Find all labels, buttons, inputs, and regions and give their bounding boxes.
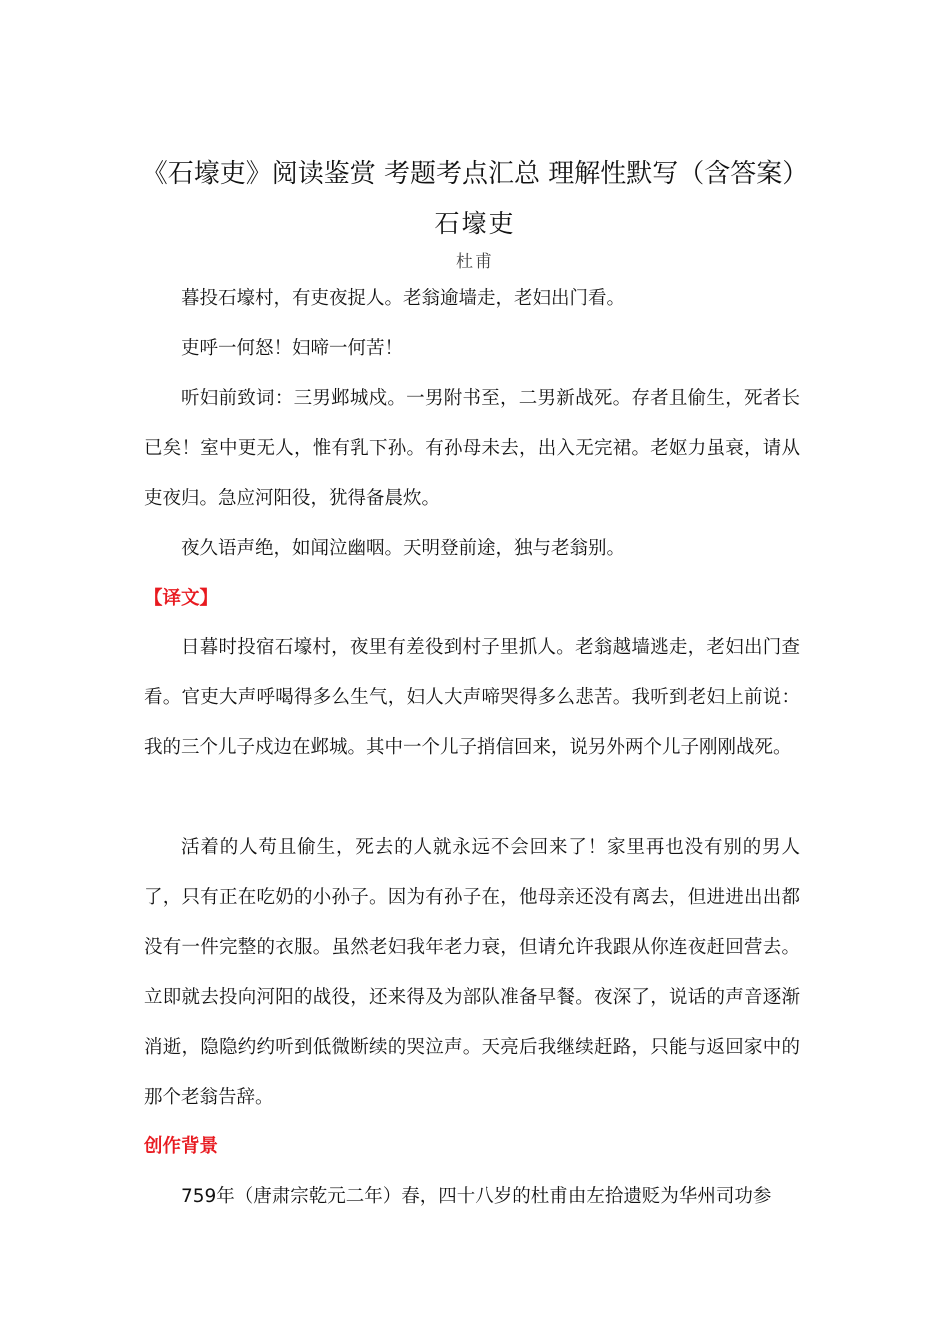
translation-heading: 【译文】 — [144, 588, 219, 609]
poem-author: 杜甫 — [456, 252, 494, 272]
background-heading: 创作背景 — [144, 1136, 219, 1157]
background-paragraph-1: 759年（唐肃宗乾元二年）春，四十八岁的杜甫由左拾遗贬为华州司功参 — [181, 1186, 772, 1207]
document-title: 《石壕吏》阅读鉴赏 考题考点汇总 理解性默写（含答案） — [141, 159, 809, 189]
poem-stanza-3: 听妇前致词：三男邺城戍。一男附书至，二男新战死。存者且偷生，死者长已矣！室中更无人，惟有乳下孙。有孙母未去，出入无完裙。老妪力虽衰，请从吏夜归。急应河阳役，犹得备晨炊。 — [144, 388, 800, 509]
poem-title: 石壕吏 — [434, 209, 516, 238]
poem-stanza-4: 夜久语声绝，如闻泣幽咽。天明登前途，独与老翁别。 — [181, 538, 626, 559]
translation-paragraph-2: 活着的人苟且偷生，死去的人就永远不会回来了！家里再也没有别的男人了，只有正在吃奶的小孙子。因为有孙子在，他母亲还没有离去，但进进出出都没有一件完整的衣服。虽然老妇我年老力衰，但请允许我跟从你连夜赶回营去。立即就去投向河阳的战役，还来得及为部队准备早餐。夜深了，说话的声音逐渐消逝，隐隐约约听到低微断续的哭泣声。天亮后我继续赶路，只能与返回家中的那个老翁告辞。 — [144, 837, 800, 1108]
poem-stanza-1: 暮投石壕村，有吏夜捉人。老翁逾墙走，老妇出门看。 — [181, 288, 626, 309]
poem-stanza-2: 吏呼一何怒！妇啼一何苦！ — [181, 338, 404, 359]
translation-paragraph-1: 日暮时投宿石壕村，夜里有差役到村子里抓人。老翁越墙逃走，老妇出门查看。官吏大声呼喝得多么生气，妇人大声啼哭得多么悲苦。我听到老妇上前说：我的三个儿子戍边在邺城。其中一个儿子捎信回来，说另外两个儿子刚刚战死。 — [144, 637, 800, 758]
